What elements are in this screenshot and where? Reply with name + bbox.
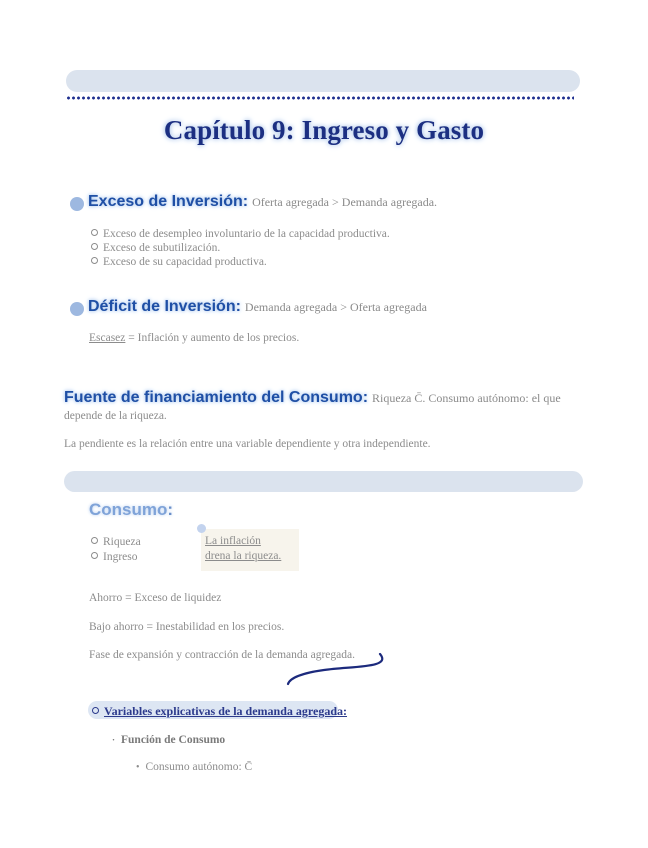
section-definition: Oferta agregada > Demanda agregada.: [252, 195, 438, 209]
note-text-line: drena la riqueza.: [205, 550, 282, 562]
section-bar: [64, 471, 583, 492]
circle-bullet-icon: [91, 257, 98, 264]
consumo-heading: Consumo:: [89, 500, 174, 519]
text-line: Bajo ahorro = Inestabilidad en los precios.: [89, 621, 285, 633]
note-dot-icon: [197, 524, 206, 533]
note-text-line: La inflación: [205, 535, 261, 547]
section-definition: Demanda agregada > Oferta agregada: [244, 300, 427, 314]
circle-bullet-icon: [92, 707, 99, 714]
variables-heading: Variables explicativas de la demanda agregada:: [92, 704, 347, 719]
dot-bullet-icon: ·: [112, 735, 116, 745]
page-title: Capítulo 9: Ingreso y Gasto: [163, 115, 485, 145]
dotted-divider: [66, 96, 574, 100]
list-item: Ingreso: [91, 551, 138, 563]
bullet-icon: [70, 302, 84, 316]
text-line: Ahorro = Exceso de liquidez: [89, 592, 222, 604]
circle-bullet-icon: [91, 229, 98, 236]
bullet-icon: [70, 197, 84, 211]
text-line: Fase de expansión y contracción de la demanda agregada.: [89, 649, 355, 661]
sub-item: • Consumo autónomo: C̄: [136, 761, 253, 773]
escasez-line: Escasez = Inflación y aumento de los precios.: [89, 332, 300, 344]
section-exceso: [88, 193, 437, 211]
slope-note: La pendiente es la relación entre una variable dependiente y otra independiente.: [64, 438, 431, 450]
section-heading: Exceso de Inversión:: [88, 193, 249, 210]
circle-bullet-icon: [91, 243, 98, 250]
section-heading: Fuente de financiamiento del Consumo:: [64, 389, 369, 406]
list-item: Exceso de su capacidad productiva.: [91, 256, 267, 268]
list-item: Exceso de subutilización.: [91, 242, 220, 254]
function-item: · Función de Consumo: [112, 734, 226, 746]
handwritten-curve-icon: [284, 648, 394, 688]
circle-bullet-icon: [91, 537, 98, 544]
dot-bullet-icon: •: [136, 762, 140, 773]
definition-continuation: depende de la riqueza.: [64, 410, 167, 422]
header-bar: [66, 70, 580, 92]
circle-bullet-icon: [91, 552, 98, 559]
section-deficit: [88, 298, 427, 316]
section-heading: Déficit de Inversión:: [88, 298, 241, 315]
list-item: Exceso de desempleo involuntario de la capacidad productiva.: [91, 228, 390, 240]
list-item: Riqueza: [91, 536, 141, 548]
section-fuente: Fuente de financiamiento del Consumo: Riqueza C̄. Consumo autónomo: el que: [64, 389, 561, 406]
